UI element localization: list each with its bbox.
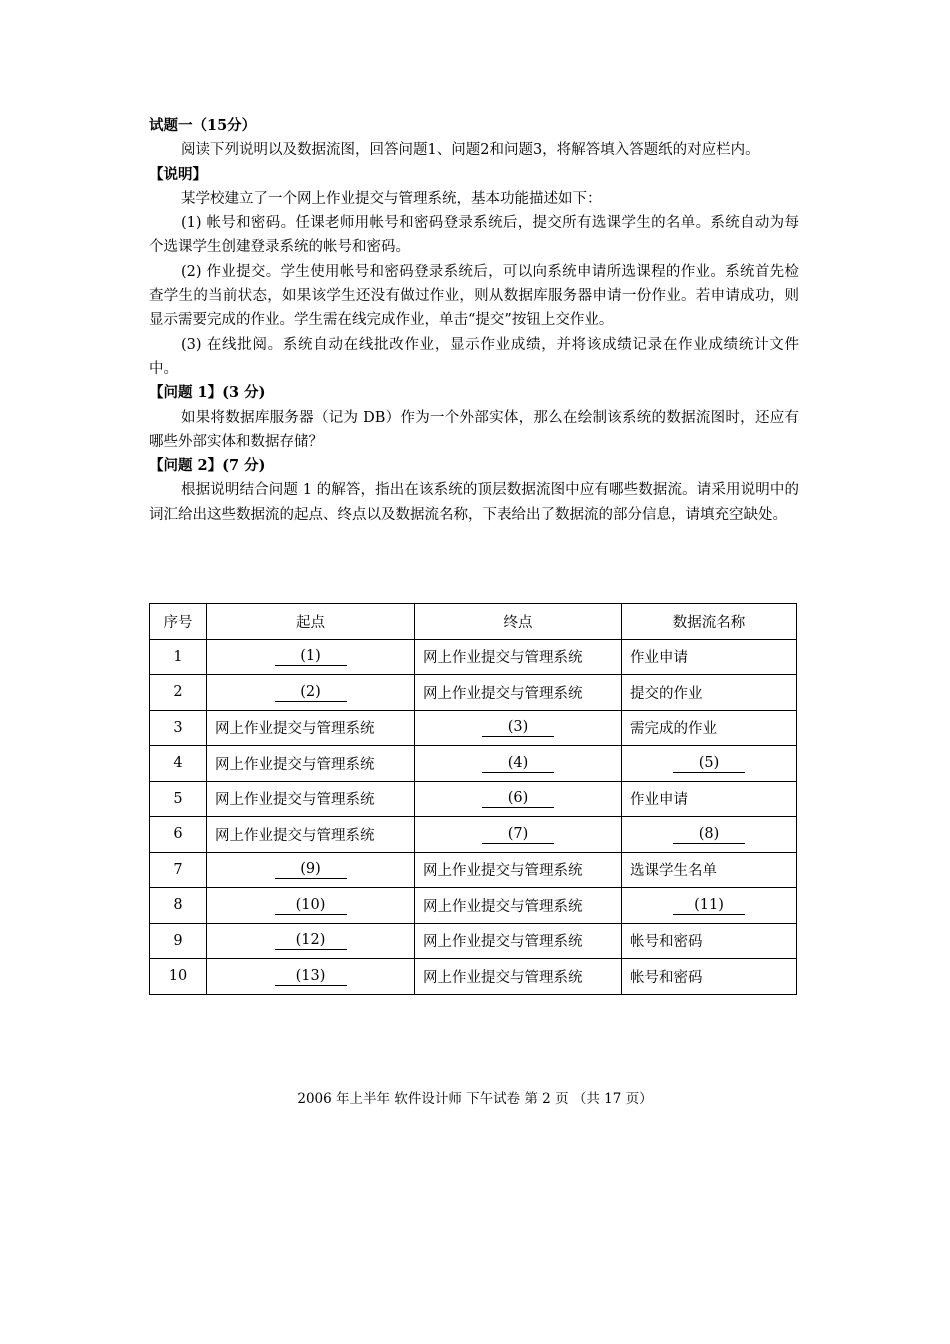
cell-no: 9 [150, 923, 207, 959]
cell-start [207, 923, 415, 959]
blank-2: (2) [275, 683, 347, 702]
table-row [150, 852, 797, 888]
explanation-lead: 某学校建立了一个网上作业提交与管理系统，基本功能描述如下： [181, 190, 602, 207]
cell-end: 网上作业提交与管理系统 [415, 959, 622, 995]
cell-name: 作业申请 [622, 639, 797, 675]
table-row [150, 923, 797, 959]
cell-no: 7 [150, 852, 207, 888]
explanation-item-3: (3) 在线批阅。系统自动在线批改作业，显示作业成绩，并将该成绩记录在作业成绩统计文件中。 [149, 336, 799, 377]
cell-end: 网上作业提交与管理系统 [415, 923, 622, 959]
table-row [150, 746, 797, 782]
cell-start [207, 959, 415, 995]
blank-1: (1) [275, 647, 347, 666]
cell-name [622, 817, 797, 853]
cell-no: 10 [150, 959, 207, 995]
table-row [150, 710, 797, 746]
blank-9: (9) [275, 860, 347, 879]
table-row [150, 888, 797, 924]
cell-name: 提交的作业 [622, 675, 797, 711]
question-body [149, 114, 799, 527]
cell-name: 选课学生名单 [622, 852, 797, 888]
explanation-item-2: (2) 作业提交。学生使用帐号和密码登录系统后，可以向系统申请所选课程的作业。系统首先检查学生的当前状态，如果该学生还没有做过作业，则从数据库服务器申请一份作业。若申请成功，则显示需要完成的作业。学生需在线完成作业，单击“提交”按钮上交作业。 [149, 263, 799, 329]
cell-no: 5 [150, 781, 207, 817]
blank-11: (11) [673, 896, 745, 915]
explanation-heading: 【说明】 [149, 165, 207, 183]
cell-start [207, 888, 415, 924]
page-footer: 2006 年上半年 软件设计师 下午试卷 第 2 页 （共 17 页） [297, 1091, 653, 1107]
cell-end [415, 710, 622, 746]
explanation-item-1: (1) 帐号和密码。任课老师用帐号和密码登录系统后，提交所有选课学生的名单。系统自动为每个选课学生创建登录系统的帐号和密码。 [149, 215, 799, 256]
problem-2-heading: 【问题 2】(7 分) [149, 457, 266, 475]
cell-name: 作业申请 [622, 781, 797, 817]
cell-start: 网上作业提交与管理系统 [207, 746, 415, 782]
cell-end: 网上作业提交与管理系统 [415, 852, 622, 888]
cell-start: 网上作业提交与管理系统 [207, 710, 415, 746]
cell-no: 4 [150, 746, 207, 782]
cell-start: 网上作业提交与管理系统 [207, 781, 415, 817]
cell-start: 网上作业提交与管理系统 [207, 817, 415, 853]
problem-1-text: 如果将数据库服务器（记为 DB）作为一个外部实体，那么在绘制该系统的数据流图时，还应有哪些外部实体和数据存储？ [149, 409, 799, 450]
cell-end: 网上作业提交与管理系统 [415, 888, 622, 924]
header-end: 终点 [415, 604, 622, 640]
blank-6: (6) [482, 789, 554, 808]
cell-name: 帐号和密码 [622, 959, 797, 995]
table-row [150, 639, 797, 675]
question-intro: 阅读下列说明以及数据流图，回答问题1、问题2和问题3，将解答填入答题纸的对应栏内。 [181, 142, 760, 159]
blank-7: (7) [482, 825, 554, 844]
cell-end [415, 746, 622, 782]
table-header-row [150, 604, 797, 640]
cell-name: 需完成的作业 [622, 710, 797, 746]
blank-5: (5) [673, 754, 745, 773]
cell-no: 3 [150, 710, 207, 746]
cell-name: 帐号和密码 [622, 923, 797, 959]
blank-10: (10) [275, 896, 347, 915]
cell-start [207, 675, 415, 711]
header-start: 起点 [207, 604, 415, 640]
blank-3: (3) [482, 718, 554, 737]
cell-name [622, 888, 797, 924]
cell-end [415, 817, 622, 853]
cell-no: 8 [150, 888, 207, 924]
table-row [150, 817, 797, 853]
cell-no: 1 [150, 639, 207, 675]
table-row [150, 781, 797, 817]
cell-end [415, 781, 622, 817]
table-row [150, 675, 797, 711]
cell-end: 网上作业提交与管理系统 [415, 675, 622, 711]
problem-1-heading: 【问题 1】(3 分) [149, 384, 266, 402]
table-row [150, 959, 797, 995]
header-no: 序号 [150, 604, 207, 640]
blank-8: (8) [673, 825, 745, 844]
blank-4: (4) [482, 754, 554, 773]
blank-12: (12) [275, 931, 347, 950]
dataflow-table [149, 603, 797, 995]
blank-13: (13) [275, 967, 347, 986]
question-title: 试题一（15分） [149, 117, 257, 134]
cell-start [207, 852, 415, 888]
cell-no: 2 [150, 675, 207, 711]
cell-name [622, 746, 797, 782]
cell-start [207, 639, 415, 675]
cell-no: 6 [150, 817, 207, 853]
header-name: 数据流名称 [622, 604, 797, 640]
problem-2-text: 根据说明结合问题 1 的解答，指出在该系统的顶层数据流图中应有哪些数据流。请采用说明中的词汇给出这些数据流的起点、终点以及数据流名称，下表给出了数据流的部分信息，请填充空缺处。 [149, 482, 799, 523]
cell-end: 网上作业提交与管理系统 [415, 639, 622, 675]
